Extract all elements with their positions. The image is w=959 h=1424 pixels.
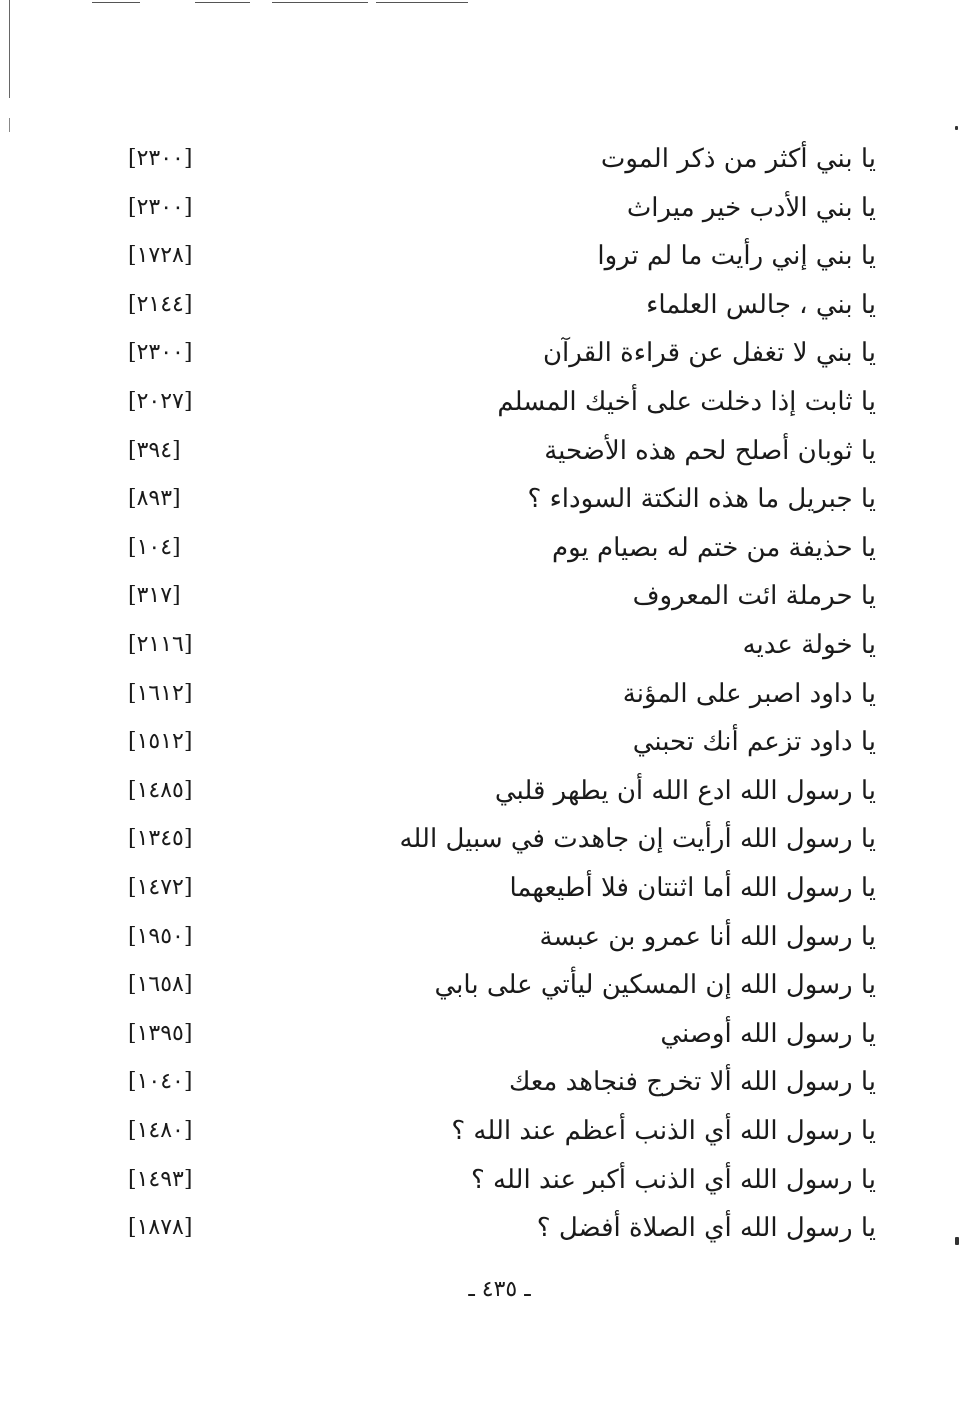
- entry-text: يا حرملة ائت المعروف: [632, 581, 876, 612]
- index-entry: [0, 184, 959, 232]
- entry-reference-number: [٢٣٠٠]: [128, 146, 193, 171]
- entry-reference-number: [١٥١٢]: [128, 729, 193, 755]
- entry-reference-number: [١٠٤٠]: [128, 1069, 193, 1095]
- entry-reference-number: [٣٩٤]: [128, 437, 181, 463]
- index-entry: [0, 815, 959, 863]
- index-entry: [0, 1204, 959, 1252]
- index-entry: [0, 475, 959, 523]
- entry-text: يا داود اصبر على المؤنة: [622, 678, 876, 709]
- entry-text: يا رسول الله أي الذنب أكبر عند الله ؟: [470, 1164, 876, 1195]
- entry-reference-number: [٨٩٣]: [128, 486, 181, 512]
- entry-reference-number: [١٣٩٥]: [128, 1020, 193, 1046]
- binding-edge-tick: [9, 118, 10, 132]
- index-entry: [0, 1156, 959, 1204]
- entry-reference-number: [١٤٨٥]: [128, 777, 193, 803]
- entry-text: يا ثوبان أصلح لحم هذه الأضحية: [544, 435, 876, 466]
- binding-edge-line: [9, 0, 10, 98]
- entry-text: يا رسول الله ألا تخرج فنجاهد معك: [508, 1067, 876, 1098]
- page-number: ـ ٤٣٥ ـ: [468, 1277, 531, 1302]
- entry-text: يا بني لا تغفل عن قراءة القرآن: [542, 338, 876, 369]
- index-entry: [0, 329, 959, 377]
- entry-text: يا رسول الله أوصني: [660, 1018, 876, 1049]
- index-entry: [0, 1107, 959, 1155]
- index-entry: [0, 524, 959, 572]
- index-entry: [0, 670, 959, 718]
- entry-reference-number: [١٩٥٠]: [128, 923, 193, 949]
- entry-reference-number: [١٦٥٨]: [128, 972, 193, 998]
- index-entry: [0, 281, 959, 329]
- entry-text: يا رسول الله أي الصلاة أفضل ؟: [536, 1213, 876, 1244]
- entry-text: يا رسول الله ادع الله أن يطهر قلبي: [494, 775, 876, 806]
- entry-text: يا بني أكثر من ذكر الموت: [600, 144, 876, 174]
- entry-reference-number: [١٤٧٢]: [128, 875, 193, 900]
- header-rule: [272, 2, 368, 3]
- entry-reference-number: [٢١٤٤]: [128, 291, 193, 317]
- index-entry: [0, 427, 959, 475]
- entry-reference-number: [٢٣٠٠]: [128, 340, 193, 366]
- entry-reference-number: [١٤٩٣]: [128, 1166, 193, 1192]
- entry-text: يا رسول الله أي الذنب أعظم عند الله ؟: [451, 1116, 876, 1146]
- header-rule: [92, 2, 140, 3]
- index-entry: [0, 621, 959, 669]
- entry-reference-number: [١٣٤٥]: [128, 826, 193, 852]
- entry-reference-number: [٣١٧]: [128, 583, 181, 609]
- entry-reference-number: [١٠٤]: [128, 534, 181, 560]
- entry-reference-number: [١٦١٢]: [128, 680, 193, 706]
- entry-text: يا رسول الله أرأيت إن جاهدت في سبيل الله: [399, 824, 876, 855]
- index-entry: [0, 767, 959, 815]
- index-entry: [0, 232, 959, 280]
- index-entry: [0, 864, 959, 912]
- index-entry: [0, 378, 959, 426]
- index-entry: [0, 961, 959, 1009]
- entry-text: يا خولة عديه: [742, 630, 876, 660]
- entry-text: يا بني إني رأيت ما لم تروا: [597, 241, 876, 272]
- entry-text: يا رسول الله إن المسكين ليأتي على بابي: [434, 970, 876, 1001]
- entry-reference-number: [١٧٢٨]: [128, 243, 193, 269]
- entry-text: يا داود تزعم أنك تحبني: [632, 727, 876, 758]
- index-entry: [0, 135, 959, 183]
- index-entry: [0, 1010, 959, 1058]
- index-entry: [0, 572, 959, 620]
- scan-speck: [955, 126, 958, 130]
- header-rule: [195, 2, 250, 3]
- index-entry: [0, 913, 959, 961]
- entry-reference-number: [٢١١٦]: [128, 632, 193, 657]
- index-entry: [0, 718, 959, 766]
- entry-reference-number: [٢٠٢٧]: [128, 389, 193, 414]
- entry-reference-number: [٢٣٠٠]: [128, 194, 193, 220]
- entry-reference-number: [١٤٨٠]: [128, 1118, 193, 1143]
- entry-text: يا جبريل ما هذه النكتة السوداء ؟: [527, 484, 876, 515]
- entry-reference-number: [١٨٧٨]: [128, 1215, 193, 1241]
- entry-text: يا حذيفة من ختم له بصيام يوم: [551, 532, 876, 563]
- header-rule: [376, 2, 468, 3]
- entry-text: يا رسول الله أما اثنتان فلا أطيعهما: [509, 873, 876, 903]
- entry-text: يا بني الأدب خير ميراث: [626, 192, 876, 223]
- entry-text: يا رسول الله أنا عمرو بن عبسة: [539, 921, 876, 952]
- entry-text: يا بني ، جالس العلماء: [646, 289, 876, 320]
- entry-text: يا ثابت إذا دخلت على أخيك المسلم: [497, 387, 876, 417]
- index-entry: [0, 1058, 959, 1106]
